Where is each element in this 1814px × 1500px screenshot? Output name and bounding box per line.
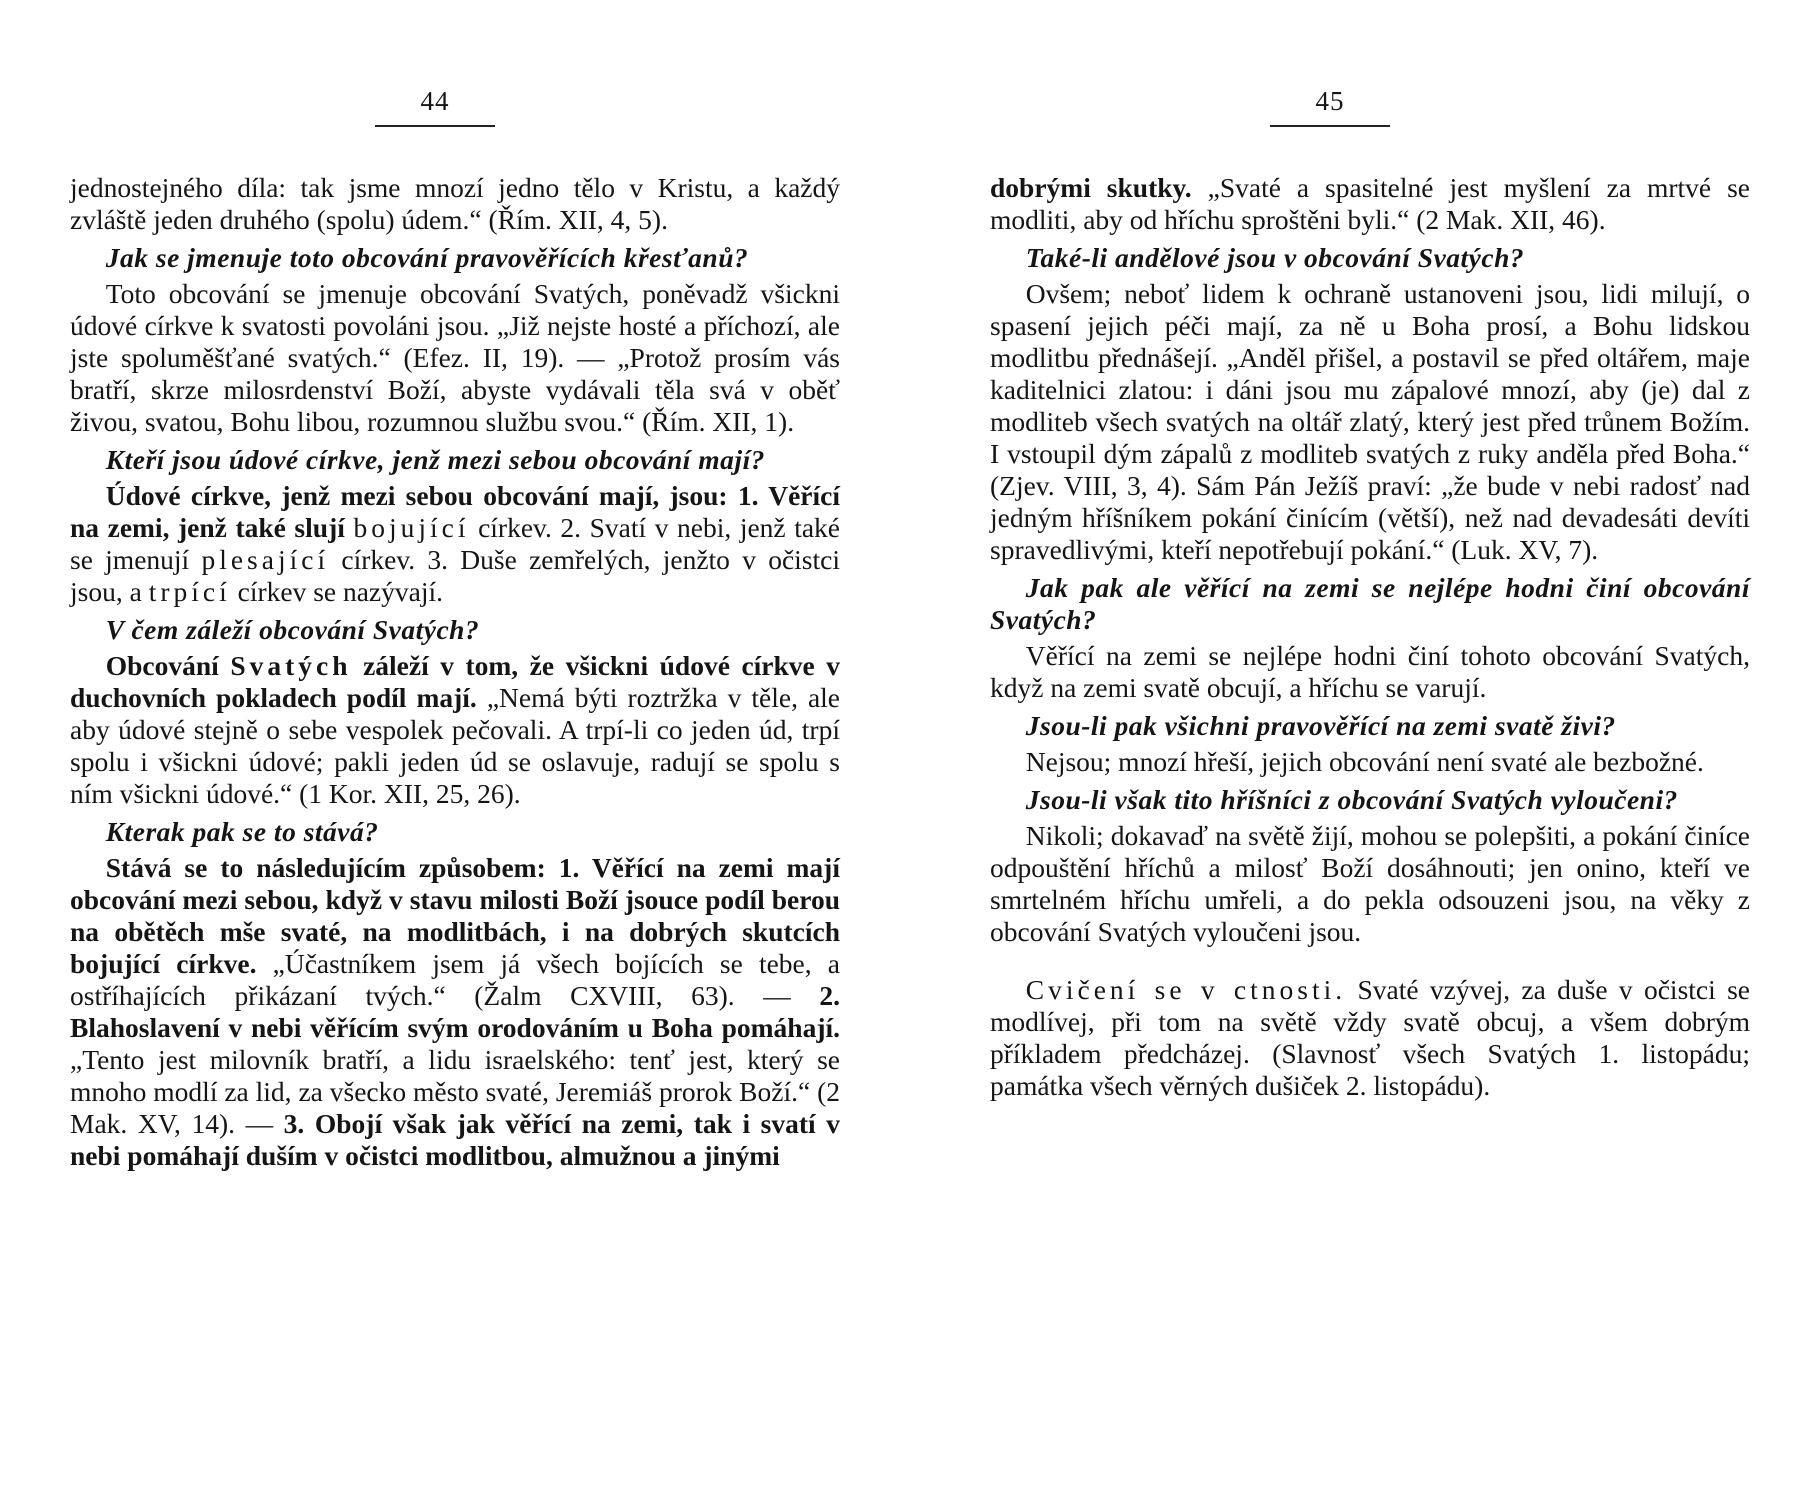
answer-paragraph bbox=[70, 852, 840, 1172]
spaced-term: bojující bbox=[353, 512, 470, 543]
answer-paragraph: Ovšem; neboť lidem k ochraně ustanoveni jsou, lidi milují, o spasení jejich péči mají, za ně u Boha prosí, a Bohu lidskou modlitbu přednášejí. „Anděl přišel, a postavil se před oltářem, maje kaditelnici zlatou: i dáni jsou mu zápalové mnozí, aby (je) dal z modliteb všech svatých na oltář zlatý, který jest před trůnem Božím. I vstoupil dým zápalů z modliteb svatých z ruky anděla před Boha.“ (Zjev. VIII, 3, 4). Sám Pán Ježíš praví: „že bude v nebi radosť nad jedným hříšníkem pokání činícím (větší), než nad devadesáti devíti spravedlivými, kteří nepotřebují pokání.“ (Luk. XV, 7). bbox=[990, 278, 1750, 565]
scripture-quote: „Nemá býti roztržka v těle, ale aby údové stejně o sebe vespolek pečovali. A trpí-li co jeden úd, trpí spolu i všickni údové; pakli jeden úd se oslavuje, radují se spolu s ním všickni údové.“ (1 Kor. XII, 25, 26). bbox=[70, 682, 841, 809]
answer-bold-text: dobrými skutky. bbox=[990, 172, 1192, 203]
answer-paragraph bbox=[70, 480, 840, 608]
page-number-right: 45 bbox=[1315, 86, 1345, 116]
right-page bbox=[990, 0, 1750, 1500]
question-heading: V čem záleží obcování Svatých? bbox=[105, 614, 480, 645]
question-heading: Jsou-li pak všichni pravověřící na zemi svatě živi? bbox=[1025, 710, 1616, 741]
answer-bold-text: Obcování bbox=[105, 650, 219, 681]
scripture-quote: „Svaté a spasitelné jest myšlení za mrtvé se modliti, aby od hříchu sproštěni byli.“ (2 Mak. XII, 46). bbox=[990, 172, 1751, 235]
paragraph-continuation: jednostejného díla: tak jsme mnozí jedno tělo v Kristu, a každý zvláště jeden druhého (spolu) údem.“ (Řím. XII, 4, 5). bbox=[70, 172, 840, 235]
answer-bold-text: 3. Obojí však jak věřící na zemi, tak i svatí v nebi pomáhají duším v očistci modlitbou, almužnou a jinými bbox=[70, 1108, 841, 1171]
left-page-text bbox=[70, 172, 840, 1174]
left-page bbox=[70, 0, 840, 1500]
answer-text: Údové církve, jenž mezi sebou obcování mají, jsou: 1. Věřící na zemi, jenž také slují bbox=[70, 480, 840, 543]
answer-text: církev. 2. Svatí v nebi, jenž také se jmenují bbox=[70, 512, 841, 575]
exercise-text: Svaté vzývej, za duše v očistci se modlívej, při tom na světě vždy svatě obcuj, a všem dobrým příkladem předcházej. (Slavnosť všech Svatých 1. listopádu; památka všech věrných dušiček 2. listopádu). bbox=[990, 974, 1750, 1101]
spaced-term: trpící bbox=[148, 576, 231, 607]
paragraph-continuation bbox=[990, 172, 1750, 236]
exercise-paragraph bbox=[990, 974, 1750, 1102]
answer-paragraph bbox=[70, 650, 840, 810]
right-page-text bbox=[990, 172, 1750, 1104]
page-number-left: 44 bbox=[420, 86, 450, 116]
question-heading: Také-li andělové jsou v obcování Svatých? bbox=[1025, 242, 1525, 273]
answer-bold-text: 2. Blahoslavení v nebi věřícím svým orodováním u Boha pomáhají. bbox=[70, 980, 841, 1043]
answer-paragraph: Věřící na zemi se nejlépe hodni činí tohoto obcování Svatých, když na zemi svatě obcují, a hříchu se varují. bbox=[990, 640, 1750, 703]
answer-paragraph: Toto obcování se jmenuje obcování Svatých, poněvadž všickni údové církve k svatosti povoláni jsou. „Již nejste hosté a příchozí, ale jste spoluměšťané svatých.“ (Efez. II, 19). — „Protož prosím vás bratří, skrze milosrdenství Boží, abyste vydávali těla svá v oběť živou, svatou, Bohu libou, rozumnou službu svou.“ (Řím. XII, 1). bbox=[70, 278, 840, 437]
answer-text: církev. 3. Duše zemřelých, jenžto v očistci jsou, a bbox=[70, 544, 840, 607]
question-heading: Jak se jmenuje toto obcování pravověřících křesťanů? bbox=[105, 242, 749, 273]
answer-paragraph: Nejsou; mnozí hřeší, jejich obcování není svaté ale bezbožné. bbox=[1025, 746, 1704, 777]
header-rule-right bbox=[1270, 125, 1390, 127]
header-rule-left bbox=[375, 125, 495, 127]
answer-paragraph: Nikoli; dokavaď na světě žijí, mohou se polepšiti, a pokání činíce odpouštění hříchů a milosť Boží dosáhnouti; jen onino, kteří ve smrtelném hříchu umřeli, a do pekla odsouzeni jsou, na věky z obcování Svatých vyloučeni jsou. bbox=[990, 820, 1750, 947]
spaced-term: Svatých bbox=[230, 650, 352, 681]
question-heading: Kterak pak se to stává? bbox=[105, 816, 379, 847]
exercise-label: Cvičení se v ctnosti. bbox=[1025, 974, 1347, 1005]
question-heading: Jsou-li však tito hříšníci z obcování Svatých vyloučeni? bbox=[1025, 784, 1678, 815]
scripture-quote: „Účastníkem jsem já všech bojících se tebe, a ostříhajících přikázaní tvých.“ (Žalm CXVIII, 63). — bbox=[70, 948, 840, 1011]
spaced-term: plesající bbox=[201, 544, 330, 575]
question-heading: Kteří jsou údové církve, jenž mezi sebou obcování mají? bbox=[105, 444, 765, 475]
question-heading: Jak pak ale věřící na zemi se nejlépe hodni činí obcování Svatých? bbox=[990, 572, 1750, 635]
answer-bold-text: záleží v tom, že všickni údové církve v duchovních pokladech podíl mají. bbox=[70, 650, 841, 713]
answer-text: církev se nazývají. bbox=[237, 576, 443, 607]
answer-bold-text: Stává se to následujícím způsobem: 1. Věřící na zemi mají obcování mezi sebou, když v stavu milosti Boží jsouce podíl berou na obětěch mše svaté, na modlitbách, i na dobrých skutcích bojující církve. bbox=[70, 852, 840, 979]
scripture-quote: „Tento jest milovník bratří, a lidu israelského: tenť jest, který se mnoho modlí za lid, za všecko město svaté, Jeremiáš prorok Boží.“ (2 Mak. XV, 14). — bbox=[70, 1044, 840, 1139]
